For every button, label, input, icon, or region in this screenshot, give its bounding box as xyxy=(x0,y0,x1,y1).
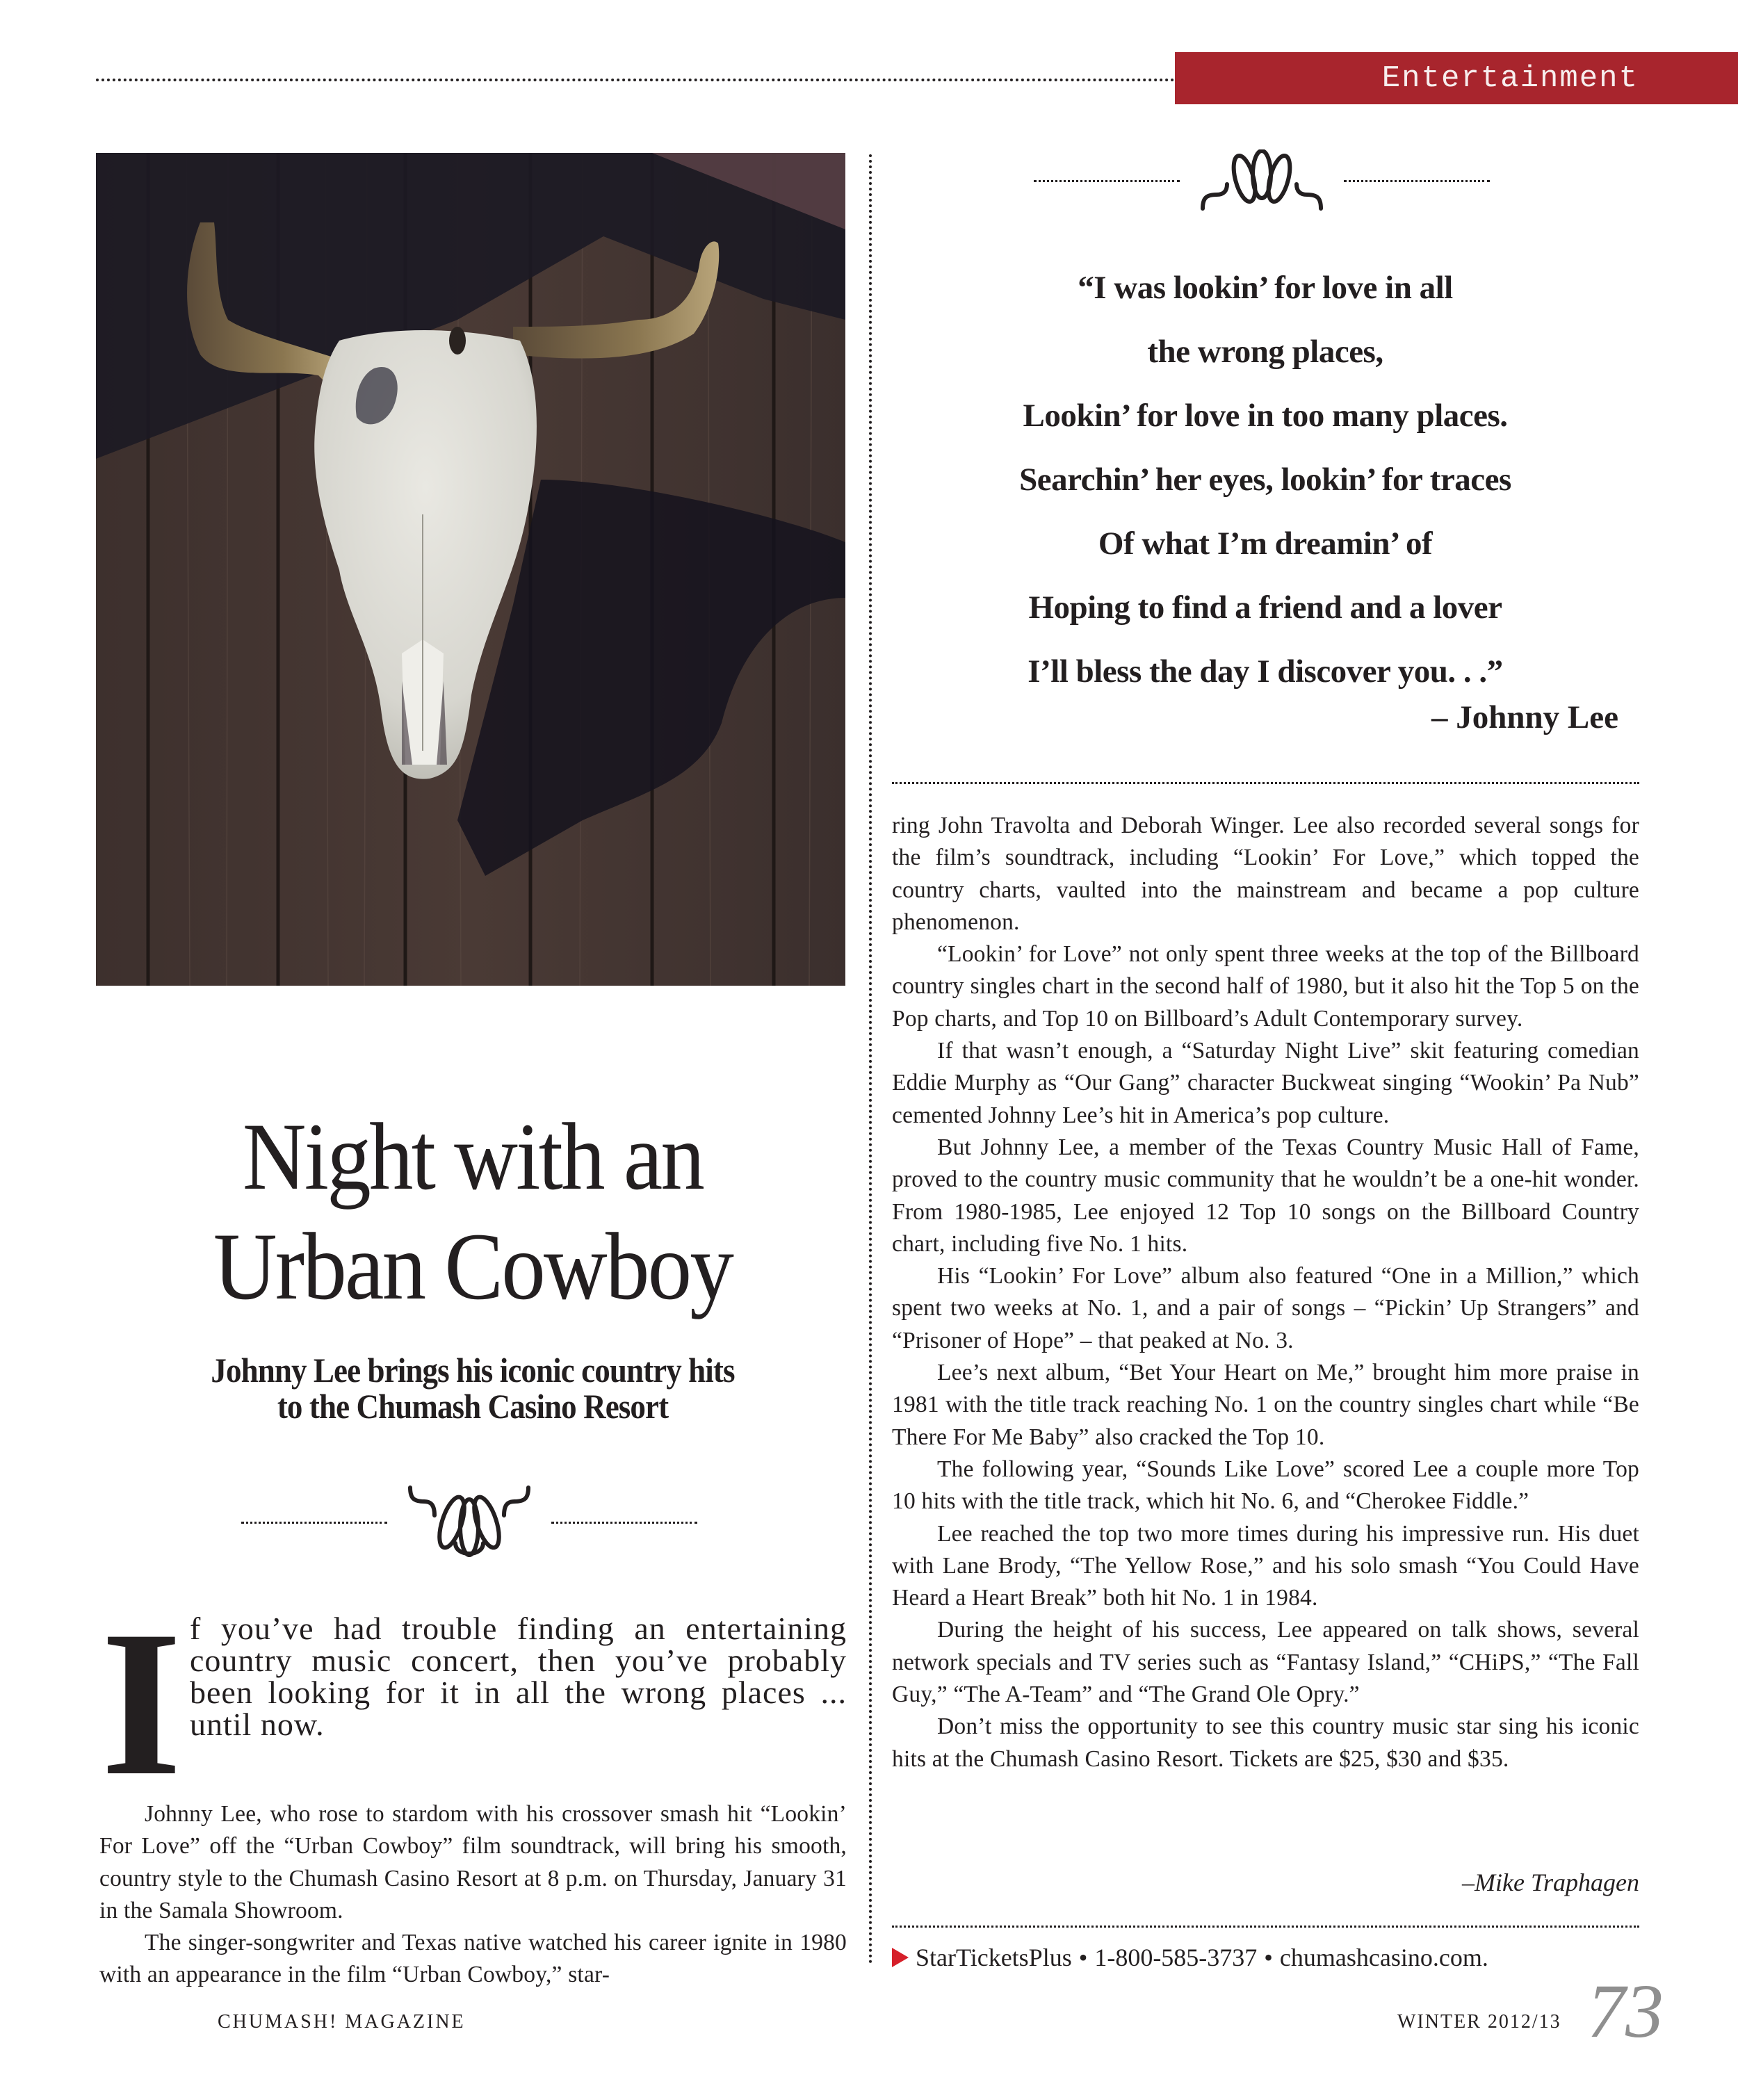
title-line-2: Urban Cowboy xyxy=(213,1213,733,1319)
body-paragraph: Don’t miss the opportunity to see this country music star sing his iconic hits at the Chumash Casino Resort. Tickets are $25, $30 and $35. xyxy=(892,1714,1639,1772)
quote-line: the wrong places, xyxy=(1147,334,1383,370)
quote-line: Of what I’m dreamin’ of xyxy=(1098,526,1433,562)
body-paragraph: If that wasn’t enough, a “Saturday Night Live” skit featuring comedian Eddie Murphy as “Our Gang” character Buckweat singing “Wookin’ Pa Nub” cemented Johnny Lee’s hit in America’s pop culture. xyxy=(892,1038,1639,1128)
body-paragraph: Johnny Lee, who rose to stardom with his crossover smash hit “Lookin’ For Love” off the “Urban Cowboy” film soundtrack, will bring his smooth, country style to the Chumash Casino Resort at 8 p.m. on Thursday, January 31 in the Samala Showroom. xyxy=(99,1801,847,1923)
quote-line: Hoping to find a friend and a lover xyxy=(1028,589,1502,626)
pull-quote xyxy=(897,256,1634,703)
body-paragraph: Lee’s next album, “Bet Your Heart on Me,” brought him more praise in 1981 with the title track reaching No. 1 on the country singles chart while “Be There For Me Baby” also cracked the Top 10. xyxy=(892,1360,1639,1450)
body-paragraph: His “Lookin’ For Love” album also featured “One in a Million,” which spent two weeks at No. 1, and a pair of songs – “Pickin’ Up Strangers” and “Prisoner of Hope” – that peaked at No. 3. xyxy=(892,1263,1639,1353)
quote-attribution: – Johnny Lee xyxy=(1431,699,1618,735)
subtitle-line-1: Johnny Lee brings his iconic country hits xyxy=(211,1351,735,1390)
section-tab xyxy=(1175,52,1738,104)
article-title xyxy=(133,1102,811,1321)
body-paragraph: “Lookin’ for Love” not only spent three weeks at the top of the Billboard country singles chart in the second half of 1980, but it also hit the Top 5 on the Pop charts, and Top 10 on Billboard’s Adult Contemporary survey. xyxy=(892,941,1639,1032)
ticket-info xyxy=(892,1943,1488,1972)
separator-dot: • xyxy=(1078,1944,1088,1971)
byline: –Mike Traphagen xyxy=(1462,1869,1639,1896)
photo-illustration xyxy=(96,153,845,986)
body-paragraph: The following year, “Sounds Like Love” scored Lee a couple more Top 10 hits with the title track, which hit No. 6, and “Cherokee Fiddle.” xyxy=(892,1456,1639,1515)
flourish-icon xyxy=(1199,149,1324,212)
issue-label: WINTER 2012/13 xyxy=(1397,2011,1561,2033)
body-paragraph: Lee reached the top two more times during his impressive run. His duet with Lane Brody, “The Yellow Rose,” and his solo smash “You Could Have Heard a Heart Break” both hit No. 1 in 1984. xyxy=(892,1520,1639,1611)
article-subtitle xyxy=(141,1352,804,1424)
body-paragraph: The singer-songwriter and Texas native watched his career ignite in 1980 with an appearance in the film “Urban Cowboy,” star- xyxy=(99,1930,847,1988)
quote-dotted-rule xyxy=(892,782,1639,784)
publication-name: CHUMASH! MAGAZINE xyxy=(218,2011,466,2033)
subtitle-line-2: to the Chumash Casino Resort xyxy=(277,1387,669,1426)
ticket-vendor: StarTicketsPlus xyxy=(916,1944,1072,1971)
separator-dot: • xyxy=(1264,1944,1273,1971)
ornament-divider-left xyxy=(240,1484,699,1561)
flourish-icon xyxy=(407,1484,532,1561)
body-paragraph: But Johnny Lee, a member of the Texas Country Music Hall of Fame, proved to the country music community that he wouldn’t be a one-hit wonder. From 1980-1985, Lee enjoyed 12 Top 10 songs on the Billboard Country chart, including five No. 1 hits. xyxy=(892,1134,1639,1257)
quote-line: I’ll bless the day I discover you. . .” xyxy=(1028,653,1503,690)
dotted-rule xyxy=(551,1522,697,1524)
ornament-divider-right xyxy=(1032,149,1491,212)
column-divider xyxy=(869,154,872,1965)
header-dotted-rule xyxy=(96,79,1175,81)
body-paragraph: ring John Travolta and Deborah Winger. Lee also recorded several songs for the film’s soundtrack, including “Lookin’ For Love,” which topped the country charts, vaulted into the mainstream and became a pop culture phenomenon. xyxy=(892,813,1639,935)
body-paragraph: During the height of his success, Lee appeared on talk shows, several network specials and TV series such as “Fantasy Island,” “CHiPS,” “The Fall Guy,” “The A-Team” and “The Grand Ole Opry.” xyxy=(892,1617,1639,1708)
article-intro xyxy=(101,1588,847,1818)
page-number: 73 xyxy=(1587,1969,1664,2053)
dotted-rule xyxy=(1034,180,1180,182)
drop-cap: I xyxy=(101,1588,182,1818)
ticket-website: chumashcasino.com. xyxy=(1279,1944,1488,1971)
left-column-body xyxy=(99,1798,847,1992)
arrow-right-icon xyxy=(892,1948,909,1967)
title-line-1: Night with an xyxy=(242,1103,704,1210)
ticket-phone: 1-800-585-3737 xyxy=(1094,1944,1258,1971)
right-column-body xyxy=(892,810,1639,1775)
tickets-dotted-rule xyxy=(892,1926,1639,1928)
quote-line: “I was lookin’ for love in all xyxy=(1078,270,1453,306)
quote-line: Lookin’ for love in too many places. xyxy=(1023,398,1508,434)
steer-skull-photo xyxy=(96,153,845,986)
dotted-rule xyxy=(1344,180,1490,182)
intro-text: f you’ve had trouble finding an entertaining country music concert, then you’ve probably been looking for it in all the wrong places ... until now. xyxy=(190,1611,847,1742)
dotted-rule xyxy=(241,1522,387,1524)
section-label: Entertainment xyxy=(1381,60,1639,96)
quote-line: Searchin’ her eyes, lookin’ for traces xyxy=(1019,462,1511,498)
